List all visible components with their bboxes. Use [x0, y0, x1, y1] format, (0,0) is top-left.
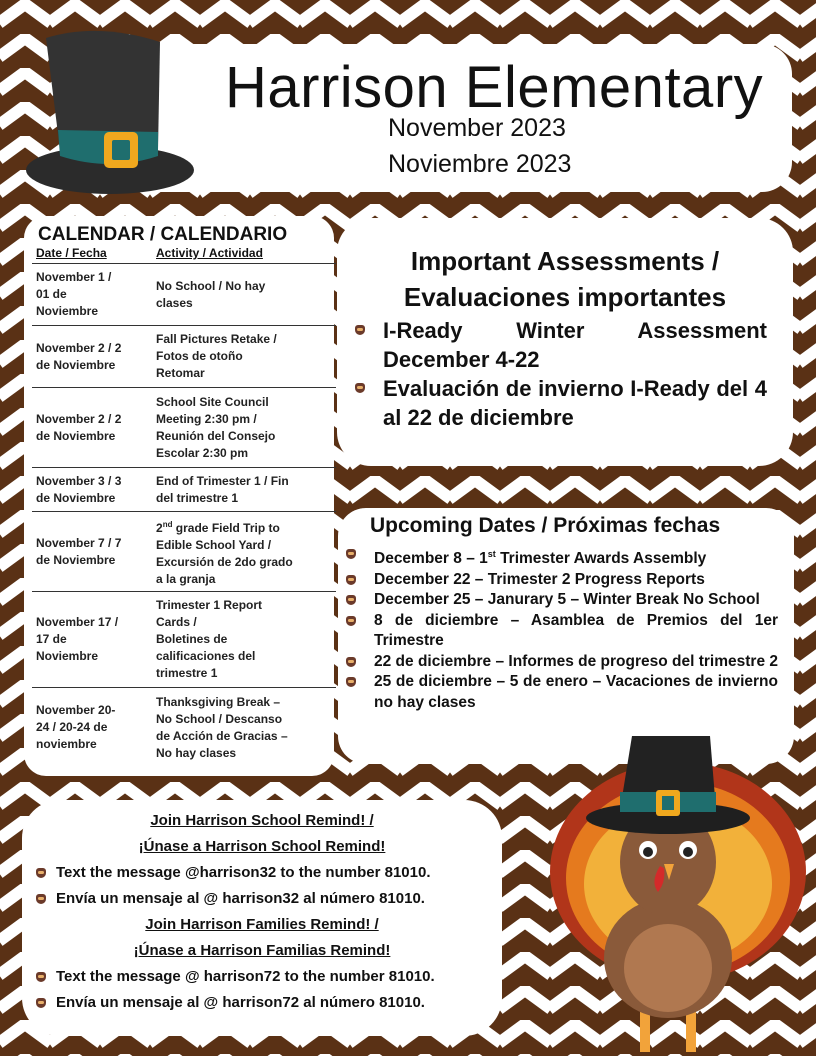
acorn-bullet-icon — [346, 657, 356, 667]
list-item: 22 de diciembre – Informes de progreso del trimestre 2 — [374, 652, 778, 673]
list-item: 25 de diciembre – 5 de enero – Vacaciones de invierno no hay clases — [374, 672, 778, 713]
activity-cell: 2nd grade Field Trip to Edible School Yard / Excursión de 2do grado a la granja — [156, 519, 293, 586]
acorn-bullet-icon — [346, 677, 356, 687]
acorn-bullet-icon — [346, 575, 356, 585]
remind-panel — [22, 800, 502, 1036]
list-item: December 8 – 1st Trimester Awards Assembly — [374, 544, 778, 570]
families-remind-heading-english: Join Harrison Families Remind! / — [145, 916, 379, 933]
remind-content — [22, 808, 502, 1016]
list-item: Text the message @harrison32 to the number 81010. — [22, 860, 502, 886]
list-item: Text the message @ harrison72 to the number 81010. — [22, 964, 502, 990]
field-trip-line: 2nd grade Field Trip to — [156, 519, 280, 535]
calendar-header-row — [32, 246, 336, 264]
table-row — [32, 264, 336, 326]
assessments-list — [381, 316, 767, 432]
activity-cell: Thanksgiving Break – No School / Descanso de Acción de Gracias – No hay clases — [156, 694, 288, 760]
table-row — [32, 468, 336, 512]
month-english: November 2023 — [388, 114, 566, 142]
assessments-panel — [337, 218, 793, 466]
activity-cell: Fall Pictures Retake / Fotos de otoño Retomar — [156, 332, 277, 380]
school-remind-heading-english: Join Harrison School Remind! / — [150, 812, 374, 829]
upcoming-heading: Upcoming Dates / Próximas fechas — [370, 514, 721, 537]
acorn-bullet-icon — [355, 325, 365, 335]
acorn-bullet-icon — [36, 868, 46, 878]
list-item: December 22 – Trimester 2 Progress Reports — [374, 570, 778, 591]
list-item: I-Ready Winter Assessment December 4-22 — [381, 316, 767, 374]
activity-cell: No School / No hay clases — [156, 278, 266, 310]
acorn-bullet-icon — [355, 383, 365, 393]
list-item: Envía un mensaje al @ harrison72 al número 81010. — [22, 990, 502, 1016]
date-cell: November 3 / 3 de Noviembre — [36, 473, 122, 505]
activity-cell: End of Trimester 1 / Fin del trimestre 1 — [156, 473, 289, 505]
families-remind-heading-spanish: ¡Únase a Harrison Familias Remind! — [133, 942, 391, 959]
calendar-panel — [24, 216, 334, 776]
activity-cell: School Site Council Meeting 2:30 pm / Reunión del Consejo Escolar 2:30 pm — [156, 394, 276, 460]
table-row — [32, 388, 336, 468]
table-row — [32, 512, 336, 592]
calendar-table — [32, 246, 336, 768]
acorn-bullet-icon — [36, 894, 46, 904]
list-item: Evaluación de invierno I-Ready del 4 al 22 de diciembre — [381, 374, 767, 432]
assessments-heading-english: Important Assessments / — [410, 246, 720, 276]
date-cell: November 1 / 01 de Noviembre — [36, 270, 112, 318]
list-item: December 25 – Janurary 5 – Winter Break No School — [374, 590, 778, 611]
calendar-title: CALENDAR / CALENDARIO — [38, 224, 288, 245]
table-row — [32, 688, 336, 768]
date-cell: November 17 / 17 de Noviembre — [36, 615, 119, 663]
title-panel — [130, 44, 792, 192]
upcoming-dates-panel — [338, 508, 794, 764]
upcoming-list — [374, 544, 778, 713]
acorn-bullet-icon — [36, 998, 46, 1008]
assessments-heading-spanish: Evaluaciones importantes — [403, 282, 727, 312]
list-item: 8 de diciembre – Asamblea de Premios del 1er Trimestre — [374, 611, 778, 652]
column-header-date: Date / Fecha — [36, 246, 107, 260]
table-row — [32, 326, 336, 388]
month-spanish: Noviembre 2023 — [388, 150, 572, 178]
activity-cell: Trimester 1 Report Cards / Boletines de calificaciones del trimestre 1 — [156, 598, 263, 680]
school-remind-heading-spanish: ¡Únase a Harrison School Remind! — [138, 838, 386, 855]
date-cell: November 2 / 2 de Noviembre — [36, 340, 122, 372]
date-cell: November 7 / 7 de Noviembre — [36, 535, 122, 567]
acorn-bullet-icon — [346, 616, 356, 626]
acorn-bullet-icon — [346, 549, 356, 559]
turkey-icon — [540, 732, 816, 1056]
school-name: Harrison Elementary — [225, 55, 764, 120]
acorn-bullet-icon — [346, 595, 356, 605]
pilgrim-hat-icon — [18, 20, 198, 200]
date-cell: November 2 / 2 de Noviembre — [36, 411, 122, 443]
table-row — [32, 592, 336, 688]
acorn-bullet-icon — [36, 972, 46, 982]
date-cell: November 20- 24 / 20-24 de noviembre — [36, 703, 116, 752]
column-header-activity: Activity / Actividad — [156, 246, 263, 260]
list-item: Envía un mensaje al @ harrison32 al número 81010. — [22, 886, 502, 912]
